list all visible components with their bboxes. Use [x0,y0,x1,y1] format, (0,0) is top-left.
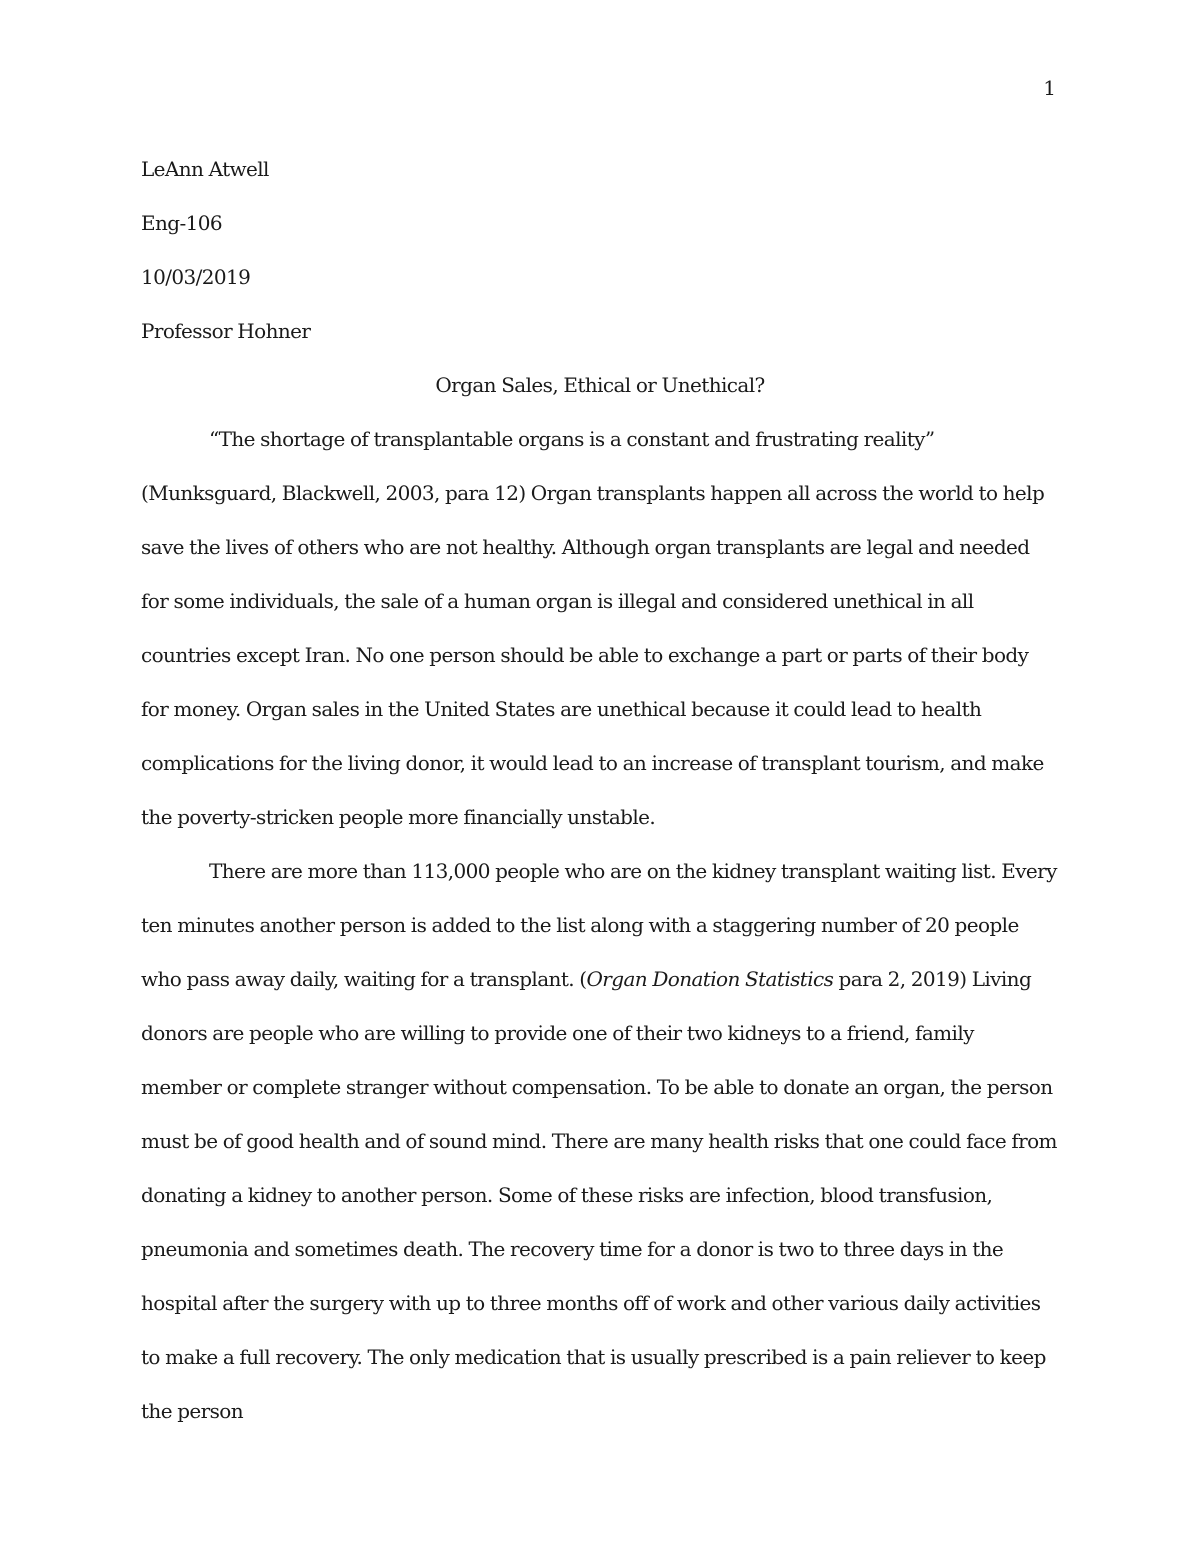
professor-name: Professor Hohner [141,319,311,343]
paragraph-1: “The shortage of transplantable organs is a constant and frustrating reality” (Munksguard, Blackwell, 2003, para 12) Organ transplants happen all across the world to help save the lives of others who are not healthy. Although organ transplants are legal and needed for some individuals, the sale of a human organ is illegal and considered unethical in all countries except Iran. No one person should be able to exchange a part or parts of their body for money. Organ sales in the United States are unethical because it could lead to health complications for the living donor, it would lead to an increase of transplant tourism, and make the poverty-stricken people more financially unstable. [141,427,1045,829]
citation-title: Organ Donation Statistics [586,967,834,991]
document-body [141,142,1059,1438]
submission-date: 10/03/2019 [141,265,251,289]
page-number: 1 [1043,76,1056,100]
paragraph-2 [141,844,1059,1438]
course-name: Eng-106 [141,211,223,235]
paragraph-2-text-end: para 2, 2019) Living donors are people who are willing to provide one of their two kidneys to a friend, family member or complete stranger without compensation. To be able to donate an organ, the person must be of good health and of sound mind. There are many health risks that one could face from donating a kidney to another person. Some of these risks are infection, blood transfusion, pneumonia and sometimes death. The recovery time for a donor is two to three days in the hospital after the surgery with up to three months off of work and other various daily activities to make a full recovery. The only medication that is usually prescribed is a pain reliever to keep the person [141,967,1057,1423]
author-name: LeAnn Atwell [141,157,269,181]
essay-title: Organ Sales, Ethical or Unethical? [435,373,765,397]
paragraph-2-text-start: There are more than 113,000 people who are on the kidney transplant waiting list. Every ten minutes another person is added to the list along with a staggering number of 20 people who pass away daily, waiting for a transplant. ( [141,859,1057,991]
